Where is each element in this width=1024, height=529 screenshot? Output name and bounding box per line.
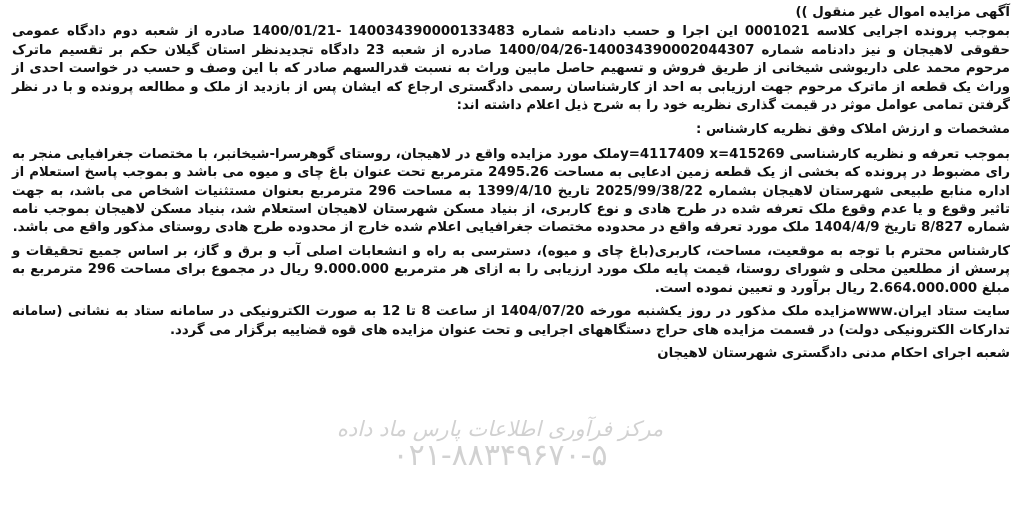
signature-line: شعبه اجرای احکام مدنی دادگستری شهرستان لاهیجان bbox=[657, 345, 1010, 361]
intro-paragraph: بموجب پرونده اجرایی کلاسه 0001021 این اجرا و حسب دادنامه شماره 140034390000133483 -1400/01/21 صادره از شعبه دوم دادگاه عمومی حقوقی لاهیجان و نیز دادنامه شماره 140034390002044307-1400/04/26 صادره از شعبه 23 دادگاه تجدیدنظر استان گیلان حکم بر تقسیم ماترک مرحوم محمد علی داریوشی شیخانی از طریق فروش و تسهیم حاصل مابین وراث به نسبت قدرالسهم صادر که با این وصف و حسب در خواست احدی از وراث یک قطعه از ماترک مرحوم جهت ارزیابی به احد از کارشناسان رسمی دادگستری ارجاع که ایشان پس از بازدید از ملک و مطالعه پرونده و با در نظر گرفتن تمامی عوامل موثر در قیمت گذاری نظریه خود را به شرح ذیل اعلام داشته اند: bbox=[12, 24, 1011, 114]
valuation-paragraph: کارشناس محترم با توجه به موقعیت، مساحت، کاربری(باغ چای و میوه)، دسترسی به راه و انشعابات اصلی آب و برق و گاز، بر اساس جمیع تحقیقات و پرسش از مطلعین محلی و شورای روستا، قیمت پایه ملک مورد ارزیابی را به ازای هر مترمربع 9.000.000 ریال در مجموع برای مساحت 296 مترمربع به مبلغ 2.664.000.000 ریال برآورد و تعیین نموده است. bbox=[12, 243, 1010, 296]
auction-info-paragraph: سایت ستاد ایران.wwwمزایده ملک مذکور در روز یکشنبه مورخه 1404/07/20 از ساعت 8 تا 12 به صورت الکترونیکی در سامانه ستاد به نشانی (سامانه تدارکات الکترونیکی دولت) در قسمت مزایده های حراج دستگاههای اجرایی و تحت عنوان مزایده های قوه قضاییه برگزار می گردد. bbox=[12, 304, 1010, 338]
notice-title: آگهی مزایده اموال غیر منقول )) bbox=[795, 5, 1010, 20]
watermark-company: مرکز فرآوری اطلاعات پارس ماد داده bbox=[336, 417, 664, 441]
notice-document bbox=[12, 4, 1010, 363]
expert-opinion-paragraph: بموجب تعرفه و نظریه کارشناسی y=4117409 x=415269ملک مورد مزایده واقع در لاهیجان، روستای گوهرسرا-شیخانبر، با مختصات جغرافیایی منجر به رای مضبوط در پرونده که بخشی از یک قطعه زمین ادعایی به مساحت 2495.26 مترمربع تحت عنوان باغ چای و میوه می باشد و بموجب پاسخ استعلام از اداره منابع طبیعی شهرستان لاهیجان بشماره 2025/99/38/22 تاریخ 1399/4/10 به مساحت 296 مترمربع بعنوان مستثنیات اشخاص می باشد، به جهت تاثیر وقوع و یا عدم وقوع ملک تعرفه شده در طرح هادی و نوع کاربری، از بنیاد مسکن شهرستان لاهیجان استعلام شد، بنیاد مسکن لاهیجان بموجب نامه شماره 8/827 تاریخ 1404/4/9 ملک مورد تعرفه واقع در محدوده مختصات جغرافیایی اعلام شده خارج از محدوده طرح هادی روستای مذکور واقع می باشد. bbox=[12, 146, 1010, 236]
watermark-phone: ۰۲۱-۸۸۳۴۹۶۷۰-۵ bbox=[392, 438, 608, 473]
section-heading: مشخصات و ارزش املاک وفق نظریه کارشناس : bbox=[696, 122, 1010, 138]
watermark bbox=[330, 418, 670, 472]
